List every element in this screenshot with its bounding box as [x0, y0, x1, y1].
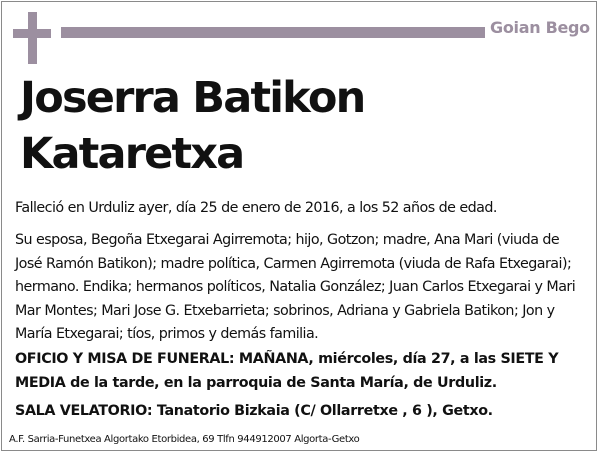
cross-icon-horizontal — [13, 29, 51, 38]
brand-label: Goian Bego — [490, 18, 590, 37]
family-paragraph: Su esposa, Begoña Etxegarai Agirremota; hijo, Gotzon; madre, Ana Mari (viuda de José Ramón Batikon); madre política, Carmen Agirremota (viuda de Rafa Etxegarai); hermano. Endika; hermanos políticos, Natalia González; Juan Carlos Etxegarai y Mari Mar Montes; Mari Jose G. Etxebarrieta; sobrinos, Adriana y Gabriela Batikon; Jon y María Etxegarai; tíos, primos y demás familia. — [15, 232, 576, 342]
wake-paragraph: SALA VELATORIO: Tanatorio Bizkaia (C/ Ollarretxe , 6 ), Getxo. — [15, 403, 493, 419]
funeral-home-footer: A.F. Sarria-Funetxea Algortako Etorbidea, 69 Tlfn 944912007 Algorta-Getxo — [9, 434, 360, 445]
cross-icon-vertical — [28, 12, 37, 64]
deceased-name — [20, 70, 364, 182]
header-divider-bar — [61, 27, 485, 38]
deceased-name-line-1: Joserra Batikon — [20, 73, 365, 123]
deceased-name-line-2: Kataretxa — [20, 129, 244, 179]
funeral-paragraph: OFICIO Y MISA DE FUNERAL: MAÑANA, miércoles, día 27, a las SIETE Y MEDIA de la tarde, en la parroquia de Santa María, de Urduliz. — [15, 351, 559, 391]
death-info-paragraph: Falleció en Urduliz ayer, día 25 de enero de 2016, a los 52 años de edad. — [15, 200, 497, 216]
cross-icon — [13, 12, 51, 64]
